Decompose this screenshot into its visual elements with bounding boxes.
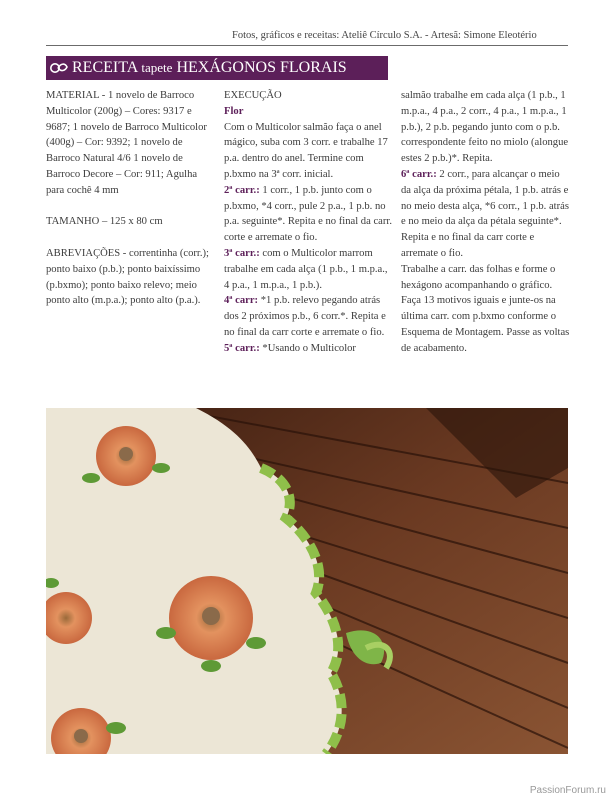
- flor-intro: Com o Multicolor salmão faça o anel mágico, suba com 3 corr. e trabalhe 17 p.a. dentro do anel. Termine com p.bxmo na 3ª corr. inicial.: [224, 121, 388, 180]
- row-3-text: com o Multicolor marrom trabalhe em cada alça (1 p.b., 1 m.p.a., 4 p.a., 1 m.p.a., 1 p.b.).: [224, 247, 388, 291]
- yarn-logo-icon: [46, 56, 72, 80]
- title-name: HEXÁGONOS FLORAIS: [176, 59, 347, 76]
- recipe-title: [72, 59, 347, 77]
- row-4: [224, 293, 392, 340]
- row-2-label: 2ª carr.:: [224, 184, 260, 196]
- column-execucao: [224, 88, 392, 357]
- tamanho-text: TAMANHO – 125 x 80 cm: [46, 216, 163, 228]
- row-3: [224, 246, 392, 293]
- title-receita: RECEITA: [72, 59, 138, 76]
- assembly-text: Trabalhe a carr. das folhas e forme o hexágono acompanhando o gráfico. Faça 13 motivos iguais e junte-os na última carr. com p.bxmo conforme o Esquema de Montagem. Passe as voltas de acabamento.: [401, 263, 570, 354]
- row-3-label: 3ª carr.:: [224, 247, 260, 259]
- material-text: MATERIAL - 1 novelo de Barroco Multicolor (200g) – Cores: 9317 e 9687; 1 novelo de Barroco Multicolor (400g) – Cor: 9392; 1 novelo de Barroco Natural 4/6 1 novelo de Barroco Decore – Cor: 911; Agulha para cochê 4 mm: [46, 90, 207, 196]
- header-divider: [46, 45, 568, 46]
- row-5-label: 5ª carr.:: [224, 342, 260, 354]
- row-4-label: 4ª carr:: [224, 295, 259, 307]
- column-continuation: [401, 88, 571, 357]
- row-6: [401, 167, 571, 262]
- row-6-text: 2 corr., para alcançar o meio da alça da próxima pétala, 1 p.b. atrás e no meio desta alça, *6 corr., 1 p.b. atrás e no meio da alça da pétala seguinte*. Repita e no final da carr corte e arremate o fio.: [401, 168, 569, 259]
- abreviacoes-text: ABREVIAÇÕES - correntinha (corr.); ponto baixo (p.b.); ponto baixíssimo (p.bxmo); ponto baixo relevo; meio ponto alto (m.p.a.); ponto alto (p.a.).: [46, 247, 209, 307]
- row-5-continuation: salmão trabalhe em cada alça (1 p.b., 1 m.p.a., 4 p.a., 2 corr., 4 p.a., 1 m.p.a., 1 p.b.), 2 p.b. pegando junto com o p.b. correspondente feito no miolo (alongue estes 2 p.b.)*. Repita.: [401, 90, 569, 165]
- row-2: [224, 183, 392, 246]
- title-tapete: tapete: [141, 60, 173, 75]
- flor-subheading: Flor: [224, 105, 244, 117]
- row-5-text: *Usando o Multicolor: [262, 342, 356, 354]
- column-material: [46, 88, 216, 309]
- row-5: [224, 341, 392, 357]
- page-header-credits: Fotos, gráficos e receitas: Ateliê Círculo S.A. - Artesã: Simone Eleotério: [232, 30, 537, 41]
- recipe-title-bar: [46, 56, 388, 80]
- rug-photo: [46, 408, 568, 754]
- row-2-text: 1 corr., 1 p.b. junto com o p.bxmo, *4 corr., pule 2 p.a., 1 p.b. no p.a. seguinte*. Repita e no final da carr. corte e arremate o fio.: [224, 184, 392, 244]
- watermark: PassionForum.ru: [529, 785, 606, 796]
- rug-photo-illustration: [46, 408, 568, 754]
- row-6-label: 6ª carr.:: [401, 168, 437, 180]
- execucao-heading: EXECUÇÃO: [224, 90, 282, 101]
- row-4-text: *1 p.b. relevo pegando atrás dos 2 próximos p.b., 6 corr.*. Repita e no final da carr corte e arremate o fio.: [224, 295, 386, 338]
